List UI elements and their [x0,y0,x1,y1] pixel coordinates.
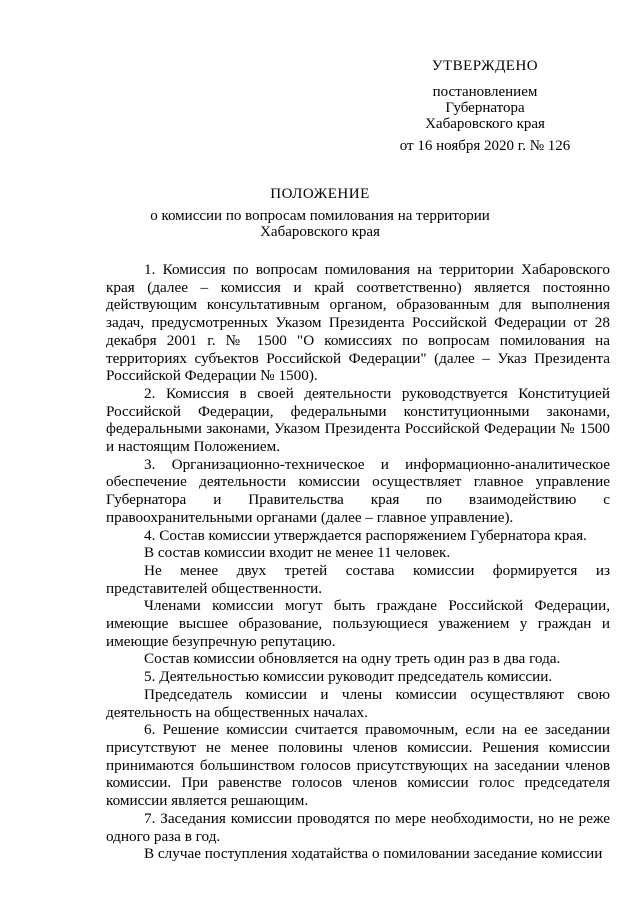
paragraph: 6. Решение комиссии считается правомочным, если на ее заседании присутствуют не менее половины членов комиссии. Решения комиссии принимаются большинством голосов присутствующих на заседании членов комиссии. При равенстве голосов членов комиссии голос председателя комиссии является решающим. [106,721,610,810]
issuer-line: Хабаровского края [425,116,545,132]
document-title: ПОЛОЖЕНИЕ [270,186,370,202]
paragraph: 2. Комиссия в своей деятельности руководствуется Конституцией Российской Федерации, федеральными конституционными законами, федеральными законами, Указом Президента Российской Федерации № 1500 и настоящим Положением. [106,384,610,456]
paragraph: В случае поступления ходатайства о помиловании заседание комиссии [144,845,603,863]
paragraph: Председатель комиссии и члены комиссии осуществляют свою деятельность на общественных началах. [106,685,610,721]
paragraph: Членами комиссии могут быть граждане Российской Федерации, имеющие высшее образование, пользующиеся уважением у граждан и имеющие безупречную репутацию. [106,597,610,650]
document-subtitle-line: о комиссии по вопросам помилования на территории [150,208,490,224]
paragraph: Состав комиссии обновляется на одну треть один раз в два года. [144,650,561,668]
paragraph: 3. Организационно-техническое и информационно-аналитическое обеспечение деятельности комиссии осуществляет главное управление Губернатора и Правительства края по взаимодействию с правоохранительными органами (далее – главное управление). [106,455,610,526]
paragraph: 5. Деятельностью комиссии руководит председатель комиссии. [144,668,553,686]
paragraph: 1. Комиссия по вопросам помилования на территории Хабаровского края (далее – комиссия и край соответственно) является постоянно действующим консультативным органом, образованным для выполнения задач, предусмотренных Указом Президента Российской Федерации от 28 декабря 2001 г. № 1500 "О комиссиях по вопросам помилования на территориях субъектов Российской Федерации" (далее – Указ Президента Российской Федерации № 1500). [106,261,610,385]
approval-date-number: от 16 ноября 2020 г. № 126 [399,138,571,154]
issuer-line: Губернатора [445,100,525,116]
document-body [106,261,610,863]
paragraph: В состав комиссии входит не менее 11 человек. [144,544,451,562]
approval-block [380,58,590,154]
approved-label: УТВЕРЖДЕНО [431,58,539,74]
document-subtitle-line: Хабаровского края [260,224,380,240]
issuer-line: постановлением [432,84,538,100]
paragraph: 4. Состав комиссии утверждается распоряжением Губернатора края. [144,526,587,544]
document-title-block [80,186,560,240]
paragraph: Не менее двух третей состава комиссии формируется из представителей общественности. [106,561,610,597]
paragraph: 7. Заседания комиссии проводятся по мере необходимости, но не реже одного раза в год. [106,809,610,845]
